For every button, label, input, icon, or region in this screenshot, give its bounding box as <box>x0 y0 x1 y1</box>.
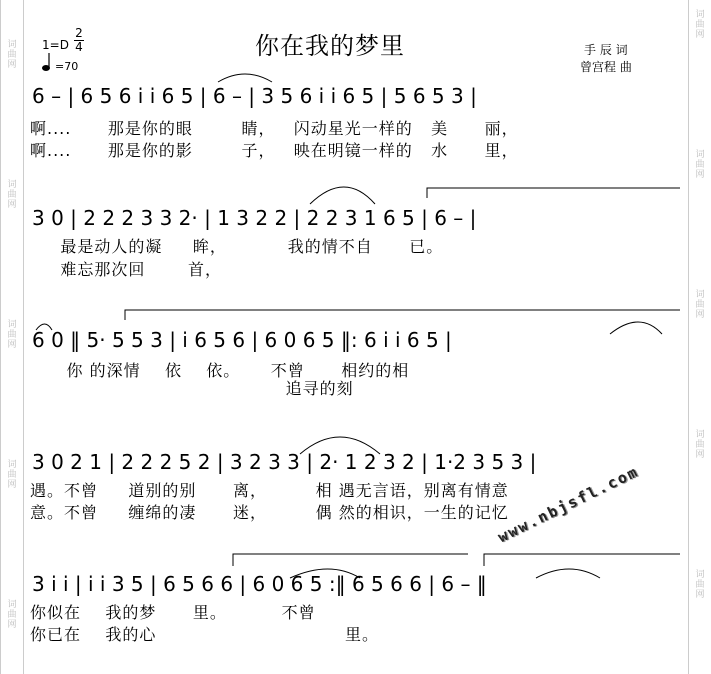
notation-line: 3 0 2 1 | 2 2 2 5 2 | 3 2 3 3 | 2· 1 2 3 2 | 1·2 3 5 3 | <box>32 450 537 474</box>
key-signature: 1=D <box>42 38 69 52</box>
side-watermark: 词曲网 <box>7 180 17 210</box>
side-watermark: 词曲网 <box>695 10 705 40</box>
side-watermark: 词曲网 <box>7 40 17 70</box>
notation-line: 3 i i | i i 3 5 | 6 5 6 6 | 6 0 6 5 :‖ 6 5 6 6 | 6 – ‖ <box>32 572 487 596</box>
notation-line: 6 – | 6 5 6 i i 6 5 | 6 – | 3 5 6 i i 6 5 | 5 6 5 3 | <box>32 84 477 108</box>
lyric-verse-1: 你似在 我的梦 里。 不曾 <box>30 603 316 622</box>
lyricist-credit: 手 辰 词 <box>584 43 628 57</box>
lyric-verse-2: 啊.... 那是你的影 子， 映在明镜一样的 水 里， <box>30 141 519 160</box>
lyric-verse-2: 意。不曾 缠绵的凄 迷， 偶 然的相识，一生的记忆 <box>30 503 509 522</box>
volta-bracket-2 <box>125 310 680 320</box>
lyric-verse-1: 你 的深情 依 依。 不曾 相约的相 <box>30 361 410 380</box>
side-watermark: 词曲网 <box>695 290 705 320</box>
lyric-verse-1: 遇。不曾 道别的别 离， 相 遇无言语，别离有情意 <box>30 481 509 500</box>
url-watermark: www.nbjsfl.com <box>495 462 642 547</box>
volta-bracket-2 <box>484 554 680 566</box>
meter-bottom: 4 <box>75 40 83 54</box>
volta-bracket-1 <box>233 554 468 566</box>
lyric-verse-1: 最是动人的凝 眸， 我的情不自 已。 <box>30 237 444 256</box>
lyric-verse-2: 你已在 我的心 里。 <box>30 625 380 644</box>
volta-bracket-1 <box>427 188 680 198</box>
song-title: 你在我的梦里 <box>255 32 405 60</box>
slur <box>610 322 662 334</box>
composer-credit: 曾宫程 曲 <box>580 60 632 74</box>
side-watermark: 词曲网 <box>7 320 17 350</box>
tempo-marking: =70 <box>55 60 79 73</box>
meter-top: 2 <box>75 26 83 40</box>
side-watermark: 词曲网 <box>695 150 705 180</box>
lyric-verse-2: 难忘那次回 首， <box>30 260 223 279</box>
slur <box>300 437 380 454</box>
slur <box>536 569 600 578</box>
side-watermark: 词曲网 <box>7 460 17 490</box>
side-watermark: 词曲网 <box>7 600 17 630</box>
lyric-verse-1: 啊.... 那是你的眼 睛， 闪动星光一样的 美 丽， <box>30 119 519 138</box>
slur <box>218 74 272 82</box>
lyric-verse-2: 追寻的刻 <box>30 379 354 398</box>
side-watermark: 词曲网 <box>695 430 705 460</box>
notation-line: 3 0 | 2 2 2 3 3 2· | 1 3 2 2 | 2 2 3 1 6 5 | 6 – | <box>32 206 477 230</box>
notation-line: 6 0 ‖ 5· 5 5 3 | i 6 5 6 | 6 0 6 5 ‖: 6 i i 6 5 | <box>32 328 452 352</box>
slur <box>290 569 360 578</box>
slur <box>36 324 52 330</box>
slur <box>310 187 375 204</box>
side-watermark: 词曲网 <box>695 570 705 600</box>
